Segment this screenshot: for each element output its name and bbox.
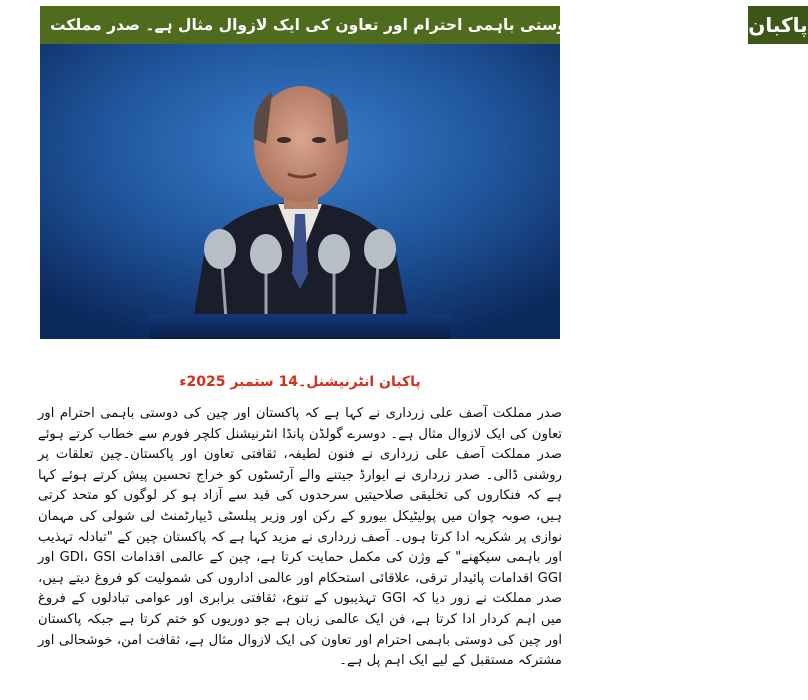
headline-text: پاکستان اور چین کی دوستی باہمی احترام اور تعاون کی ایک لازوال مثال ہے۔ صدر مملکت: [50, 16, 739, 34]
headline-bar: [40, 6, 808, 44]
article-body: صدر مملکت آصف علی زرداری نے کہا ہے کہ پاکستان اور چین کی دوستی باہمی احترام اور تعاون کی ایک لازوال مثال ہے۔ دوسرے گولڈن پانڈا انٹرنیشنل کلچر فورم سے خطاب کرتے ہوئے صدر مملکت آصف علی زرداری نے فنون لطیفہ، ثقافتی تعاون اور پاکستان۔چین تعلقات پر روشنی ڈالی۔ صدر زرداری نے ایوارڈ جیتنے والے آرٹسٹوں کو خراج تحسین پیش کرتے ہوئے کہا ہے کہ فنکاروں کی تخلیقی صلاحیتیں سرحدوں کی قید سے آزاد ہو کر لوگوں کو متحد کرتی ہیں، صوبہ چوان میں پولیٹیکل بیورو کے رکن اور وزیر پبلسٹی ڈیپارٹمنٹ لی شولی کی مہمان نوازی پر شکریہ ادا کرتا ہوں۔ آصف زرداری نے مزید کہا ہے کہ پاکستان چین کے "تبادلہ تہذیب اور باہمی سیکھنے" کے وژن کی مکمل حمایت کرتا ہے، چین کے عالمی اقدامات GDI، GSI اور GGI اقدامات پائیدار ترقی، علاقائی استحکام اور عالمی اداروں کی شمولیت کو فروغ دیتے ہیں، صدر مملکت نے زور دیا کہ GGI تہذیبوں کے تنوع، ثقافتی برابری اور عوامی تبادلوں کے فروغ میں اہم کردار ادا کرتا ہے، فن ایک عالمی زبان ہے جو دوریوں کو ختم کرتا ہے جبکہ پاکستان اور چین کی دوستی باہمی احترام اور تعاون کی ایک لازوال مثال ہے، ثقافت امن، خوشحالی اور مشترکہ مستقبل کے لیے ایک اہم پل ہے۔: [38, 406, 562, 669]
dateline-caption: پاکبان انٹرنیشنل۔14 ستمبر 2025ء: [179, 374, 421, 390]
speaker-eye-left: [277, 137, 291, 143]
speaker-eye-right: [312, 137, 326, 143]
news-photo: [40, 44, 560, 339]
speaker-illustration: [40, 44, 560, 339]
brand-logo: پاکبان: [748, 6, 807, 44]
podium: [150, 314, 450, 339]
